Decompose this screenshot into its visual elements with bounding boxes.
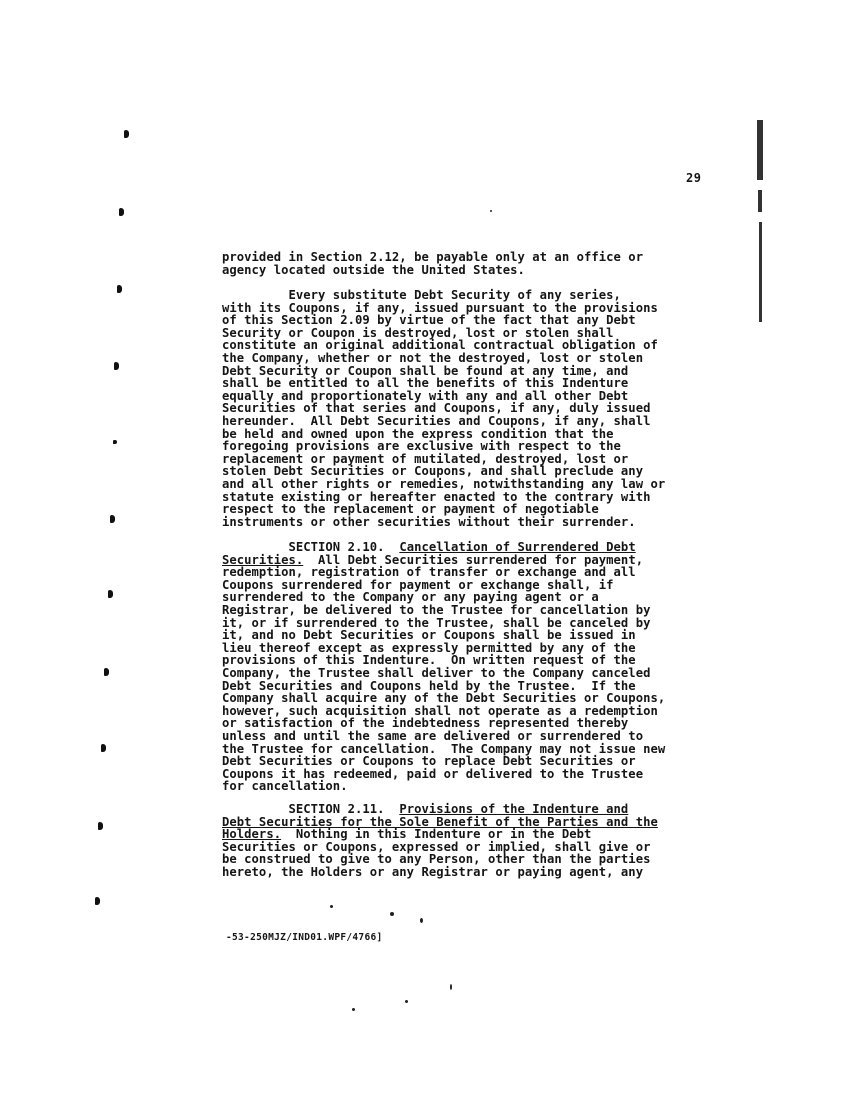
scan-edge-bar — [757, 100, 763, 340]
section-heading-line — [222, 828, 690, 841]
binder-mark — [124, 130, 129, 138]
section-title: Debt Securities for the Sole Benefit of the Parties and the — [222, 814, 658, 829]
text-line: instruments or other securities without their surrender. — [222, 514, 636, 529]
text-line: it, or if surrendered to the Trustee, shall be canceled by — [222, 615, 651, 630]
section-2-10 — [222, 541, 690, 793]
text-line: Coupons it has redeemed, paid or delivered to the Trustee — [222, 766, 644, 781]
section-2-11 — [222, 803, 690, 879]
text-line: hereunder. All Debt Securities and Coupons, if any, shall — [222, 413, 651, 428]
text-line: hereto, the Holders or any Registrar or paying agent, any — [222, 864, 644, 879]
section-number: SECTION 2.11. — [222, 802, 400, 816]
binder-mark — [117, 285, 122, 293]
binder-mark — [119, 208, 124, 216]
text-run: Nothing in this Indenture or in the Debt — [281, 827, 592, 842]
text-line: Securities or Coupons, expressed or implied, shall give or — [222, 839, 651, 854]
text-line: Registrar, be delivered to the Trustee for cancellation by — [222, 602, 651, 617]
binder-mark — [101, 744, 106, 752]
text-line: Company shall acquire any of the Debt Securities or Coupons, — [222, 691, 666, 706]
text-line: or satisfaction of the indebtedness represented thereby — [222, 716, 629, 731]
scan-speck — [405, 1000, 408, 1003]
section-title: Cancellation of Surrendered Debt — [399, 540, 636, 554]
binder-mark — [95, 897, 100, 905]
text-line: unless and until the same are delivered or surrendered to — [222, 728, 644, 743]
text-line: Debt Security or Coupon shall be found at any time, and — [222, 363, 629, 378]
text-line: with its Coupons, if any, issued pursuant to the provisions — [222, 300, 658, 315]
text-line: Debt Securities or Coupons to replace Debt Securities or — [222, 754, 636, 769]
page-number: 29 — [686, 171, 702, 185]
binder-mark — [108, 590, 113, 598]
text-line: shall be entitled to all the benefits of this Indenture — [222, 376, 629, 391]
text-line: respect to the replacement or payment of negotiable — [222, 502, 599, 517]
document-footer-code: -53-250MJZ/IND01.WPF/4766] — [226, 932, 383, 943]
text-line: for cancellation. — [222, 779, 348, 794]
text-line: be construed to give to any Person, other than the parties — [222, 852, 651, 867]
text-line: foregoing provisions are exclusive with respect to the — [222, 439, 621, 454]
section-title: Provisions of the Indenture and — [399, 802, 629, 816]
text-line: Coupons surrendered for payment or exchange shall, if — [222, 577, 614, 592]
text-line: stolen Debt Securities or Coupons, and shall preclude any — [222, 464, 644, 479]
text-line: and all other rights or remedies, notwithstanding any law or — [222, 476, 666, 491]
text-line: agency located outside the United States. — [222, 262, 525, 277]
section-number: SECTION 2.10. — [222, 540, 400, 554]
text-line: Security or Coupon is destroyed, lost or stolen shall — [222, 325, 614, 340]
text-line: statute existing or hereafter enacted to the contrary with — [222, 489, 651, 504]
text-line: provisions of this Indenture. On written request of the — [222, 653, 636, 668]
binder-mark — [113, 440, 117, 444]
text-line: Every substitute Debt Security of any series, — [222, 288, 621, 302]
binder-mark — [110, 515, 115, 523]
binder-mark — [104, 668, 109, 676]
text-line: the Company, whether or not the destroyed, lost or stolen — [222, 350, 644, 365]
text-line: provided in Section 2.12, be payable only at an office or — [222, 250, 644, 264]
scan-speck — [490, 210, 492, 212]
paragraph-substitute-debt-security — [222, 289, 690, 528]
text-line: Company, the Trustee shall deliver to the Company canceled — [222, 665, 651, 680]
text-line: replacement or payment of mutilated, destroyed, lost or — [222, 451, 629, 466]
text-line: lieu thereof except as expressly permitted by any of the — [222, 640, 636, 655]
text-run: All Debt Securities surrendered for payment, — [303, 552, 644, 567]
scan-speck — [450, 984, 452, 990]
text-line: it, and no Debt Securities or Coupons shall be issued in — [222, 628, 636, 643]
text-line: surrendered to the Company or any paying agent or a — [222, 590, 599, 605]
scan-speck — [420, 918, 423, 923]
scan-speck — [352, 1008, 355, 1011]
watermark — [160, 547, 207, 586]
text-line: of this Section 2.09 by virtue of the fact that any Debt — [222, 313, 636, 328]
text-line: the Trustee for cancellation. The Company may not issue new — [222, 741, 666, 756]
text-line: however, such acquisition shall not operate as a redemption — [222, 703, 658, 718]
text-line: be held and owned upon the express condition that the — [222, 426, 614, 441]
text-line: Debt Securities and Coupons held by the Trustee. If the — [222, 678, 636, 693]
text-line: constitute an original additional contractual obligation of — [222, 338, 658, 353]
paragraph-continuation — [222, 251, 690, 276]
text-line: redemption, registration of transfer or exchange and all — [222, 565, 636, 580]
binder-mark — [114, 362, 119, 370]
section-title: Holders. — [222, 827, 282, 842]
binder-mark — [98, 822, 103, 830]
text-line: Securities of that series and Coupons, if any, duly issued — [222, 401, 651, 416]
scan-speck — [390, 912, 394, 916]
section-title: Securities. — [222, 552, 304, 567]
text-line: equally and proportionately with any and all other Debt — [222, 388, 629, 403]
scan-speck — [330, 905, 333, 908]
